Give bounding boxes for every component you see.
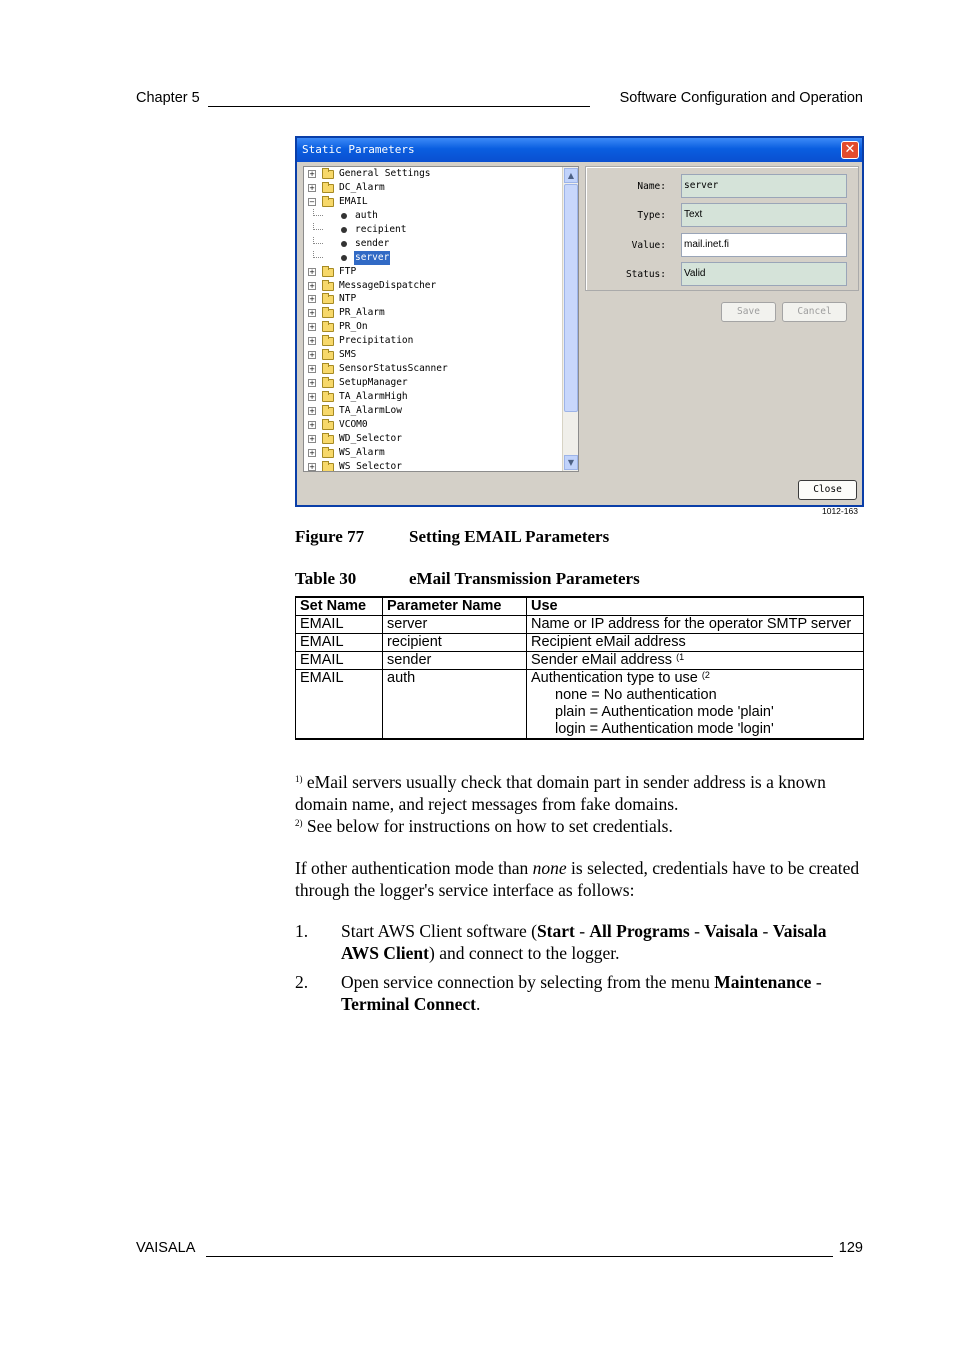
expand-icon[interactable]: +: [309, 323, 315, 332]
cell-set: EMAIL: [296, 670, 383, 740]
folder-icon: [322, 421, 334, 430]
tree-node-ta-alarmhigh[interactable]: [304, 390, 562, 404]
tree-node-messagedispatcher[interactable]: [304, 279, 562, 293]
expand-icon[interactable]: +: [309, 462, 315, 471]
folder-icon: [322, 198, 334, 207]
tree-node-ws-selector[interactable]: [304, 460, 562, 472]
step-text: Start AWS Client software (Start - All Programs - Vaisala - Vaisala AWS Client) and connect to the logger.: [341, 921, 827, 963]
para-emphasis: none: [532, 858, 567, 878]
folder-icon: [322, 351, 334, 360]
dialog-title: Static Parameters: [302, 143, 415, 156]
tree-node-label: EMAIL: [339, 195, 368, 207]
parameter-details-panel: [585, 166, 859, 291]
leaf-bullet-icon: [341, 227, 347, 233]
save-button[interactable]: Save: [721, 302, 776, 322]
tree-leaf-label: recipient: [355, 223, 407, 235]
step-text: Open service connection by selecting from the menu Maintenance - Terminal Connect.: [341, 972, 822, 1014]
tree-node-ws-alarm[interactable]: [304, 446, 562, 460]
tree-leaf-server[interactable]: [304, 251, 562, 265]
tree-leaf-sender[interactable]: [304, 237, 562, 251]
folder-icon: [322, 295, 334, 304]
tree-connector: [313, 237, 323, 244]
cell-set: EMAIL: [296, 634, 383, 652]
expand-icon[interactable]: +: [309, 434, 315, 443]
email-parameters-table: [295, 596, 864, 740]
expand-icon[interactable]: +: [309, 309, 315, 318]
folder-icon: [322, 323, 334, 332]
para-text: is selected, credentials have to be created through the logger's service interface as follows:: [295, 858, 860, 900]
use-text: Sender eMail address: [531, 652, 673, 668]
tree-node-pr-alarm[interactable]: [304, 306, 562, 320]
tree-connector: [313, 209, 323, 216]
tree-node-ftp[interactable]: [304, 265, 562, 279]
footnote-mark: 1): [295, 774, 303, 784]
figure-number: Figure 77: [295, 527, 365, 546]
tree-node-label: NTP: [339, 293, 357, 305]
tree-leaf-label: server: [355, 251, 390, 263]
folder-icon: [322, 170, 334, 179]
folder-icon: [322, 282, 334, 291]
expand-icon[interactable]: +: [309, 393, 315, 401]
table-row: [296, 634, 864, 652]
cell-set: EMAIL: [296, 616, 383, 634]
col-use: Use: [527, 597, 864, 616]
table-row: [296, 652, 864, 670]
dialog-titlebar: [297, 138, 862, 162]
expand-icon[interactable]: +: [309, 406, 315, 415]
parameter-tree[interactable]: [303, 166, 579, 472]
step-number: 2.: [295, 972, 309, 992]
footnote-ref: (1: [676, 652, 685, 662]
tree-node-ntp[interactable]: [304, 292, 562, 306]
tree-node-dc-alarm[interactable]: [304, 181, 562, 195]
auth-option: plain = Authentication mode 'plain': [555, 704, 774, 720]
tree-leaf-auth[interactable]: [304, 209, 562, 223]
tree-leaf-label: sender: [355, 237, 390, 249]
tree-node-label: General Settings: [339, 168, 431, 179]
scroll-down-icon[interactable]: ▼: [564, 455, 578, 470]
expand-icon[interactable]: +: [309, 351, 315, 360]
expand-icon[interactable]: +: [309, 420, 315, 429]
page-footer: [136, 1240, 863, 1260]
folder-icon: [322, 407, 334, 416]
tree-node-label: Precipitation: [339, 335, 414, 347]
tree-node-ta-alarmlow[interactable]: [304, 404, 562, 418]
page-header: [136, 90, 863, 110]
folder-icon: [322, 268, 334, 277]
tree-node-label: FTP: [339, 265, 357, 277]
folder-icon: [322, 393, 334, 402]
page-number: 129: [838, 1240, 863, 1256]
status-label: Status:: [625, 269, 666, 280]
use-text: Authentication type to use: [531, 670, 698, 686]
folder-icon: [322, 379, 334, 388]
tree-rows: [304, 167, 562, 472]
footnote-text: See below for instructions on how to set credentials.: [302, 816, 673, 836]
step-1: [295, 920, 863, 964]
expand-icon[interactable]: +: [309, 379, 315, 388]
value-label: Value:: [631, 240, 666, 251]
tree-leaf-label: auth: [355, 209, 378, 221]
folder-icon: [322, 309, 334, 318]
table-row: [296, 616, 864, 634]
footer-rule: [206, 1256, 833, 1257]
collapse-icon[interactable]: −: [309, 197, 315, 206]
figure-title: Setting EMAIL Parameters: [409, 527, 610, 546]
tree-node-label: SensorStatusScanner: [339, 363, 448, 375]
expand-icon[interactable]: +: [309, 295, 315, 304]
status-field: Valid: [681, 262, 847, 286]
folder-icon: [322, 365, 334, 374]
tree-node-label: WS_Alarm: [339, 446, 385, 458]
cell-param: server: [383, 616, 527, 634]
auth-option: login = Authentication mode 'login': [555, 721, 774, 737]
tree-connector: [313, 251, 323, 258]
chapter-label: Chapter 5: [136, 90, 200, 106]
folder-icon: [322, 449, 334, 458]
expand-icon[interactable]: +: [309, 183, 315, 192]
table-caption: [295, 569, 640, 589]
tree-node-label: PR_On: [339, 321, 368, 333]
close-button[interactable]: Close: [798, 480, 857, 500]
expand-icon[interactable]: +: [309, 170, 315, 178]
col-parameter-name: Parameter Name: [383, 597, 527, 616]
tree-node-label: DC_Alarm: [339, 181, 385, 193]
table-row: [296, 670, 864, 740]
cell-use: [527, 652, 864, 670]
tree-leaf-recipient[interactable]: [304, 223, 562, 237]
tree-node-email[interactable]: [304, 195, 562, 209]
tree-connector: [313, 223, 323, 230]
folder-icon: [322, 463, 334, 472]
type-field: Text: [681, 203, 847, 227]
tree-node-vcom0[interactable]: [304, 418, 562, 432]
figure-code: 1012-163: [822, 506, 858, 516]
static-parameters-dialog: [295, 136, 864, 507]
leaf-bullet-icon: [341, 255, 347, 261]
footer-brand: VAISALA: [136, 1240, 196, 1256]
tree-node-label: TA_AlarmLow: [339, 404, 402, 416]
tree-node-label: SMS: [339, 349, 357, 361]
tree-node-label: MessageDispatcher: [339, 279, 437, 291]
auth-option: none = No authentication: [555, 687, 717, 703]
leaf-bullet-icon: [341, 213, 347, 219]
tree-node-label: TA_AlarmHigh: [339, 391, 408, 402]
table-title: eMail Transmission Parameters: [409, 569, 640, 588]
scroll-thumb[interactable]: [564, 184, 578, 412]
tree-node-precipitation[interactable]: [304, 334, 562, 348]
tree-node-label: WS_Selector: [339, 460, 402, 472]
name-field: server: [681, 174, 847, 198]
close-icon[interactable]: ✕: [841, 141, 859, 159]
cell-use: [527, 670, 864, 740]
tree-node-setupmanager[interactable]: [304, 376, 562, 390]
cell-param: sender: [383, 652, 527, 670]
scroll-up-icon[interactable]: ▲: [564, 168, 578, 183]
expand-icon[interactable]: +: [309, 267, 315, 276]
figure-caption: [295, 527, 609, 547]
tree-node-label: WD_Selector: [339, 432, 402, 444]
table-number: Table 30: [295, 569, 357, 588]
cell-use: Name or IP address for the operator SMTP server: [527, 616, 864, 634]
type-label: Type:: [637, 210, 666, 221]
tree-node-sms[interactable]: [304, 348, 562, 362]
header-rule: [208, 106, 590, 107]
col-set-name: Set Name: [296, 597, 383, 616]
expand-icon[interactable]: +: [309, 281, 315, 290]
footnote-mark: 2): [295, 818, 303, 828]
folder-icon: [322, 337, 334, 346]
step-2: [295, 971, 863, 1015]
expand-icon[interactable]: +: [309, 337, 315, 346]
tree-node-wd-selector[interactable]: [304, 432, 562, 446]
para-text: If other authentication mode than: [295, 858, 533, 878]
folder-icon: [322, 435, 334, 444]
step-number: 1.: [295, 921, 309, 941]
cell-use: Recipient eMail address: [527, 634, 864, 652]
folder-icon: [322, 184, 334, 193]
expand-icon[interactable]: +: [309, 448, 315, 457]
credentials-paragraph: [295, 857, 863, 901]
cell-param: recipient: [383, 634, 527, 652]
tree-node-sensorstatusscanner[interactable]: [304, 362, 562, 376]
cell-set: EMAIL: [296, 652, 383, 670]
footnote-2: [295, 815, 863, 837]
tree-node-label: SetupManager: [339, 377, 408, 389]
tree-node-label: VCOM0: [339, 418, 368, 430]
leaf-bullet-icon: [341, 241, 347, 247]
cancel-button[interactable]: Cancel: [782, 302, 847, 322]
section-title: Software Configuration and Operation: [619, 90, 863, 106]
table-header-row: [296, 597, 864, 616]
tree-node-pr-on[interactable]: [304, 320, 562, 334]
tree-scrollbar[interactable]: [562, 167, 578, 471]
name-label: Name:: [637, 181, 666, 192]
footnote-text: eMail servers usually check that domain part in sender address is a known domain name, and reject messages from fake domains.: [295, 772, 826, 814]
tree-node-label: PR_Alarm: [339, 307, 385, 319]
footnote-1: [295, 771, 863, 815]
expand-icon[interactable]: +: [309, 365, 315, 374]
cell-param: auth: [383, 670, 527, 740]
tree-node-general-settings[interactable]: [304, 167, 562, 181]
value-input[interactable]: mail.inet.fi: [681, 233, 847, 257]
footnote-ref: (2: [701, 670, 710, 680]
